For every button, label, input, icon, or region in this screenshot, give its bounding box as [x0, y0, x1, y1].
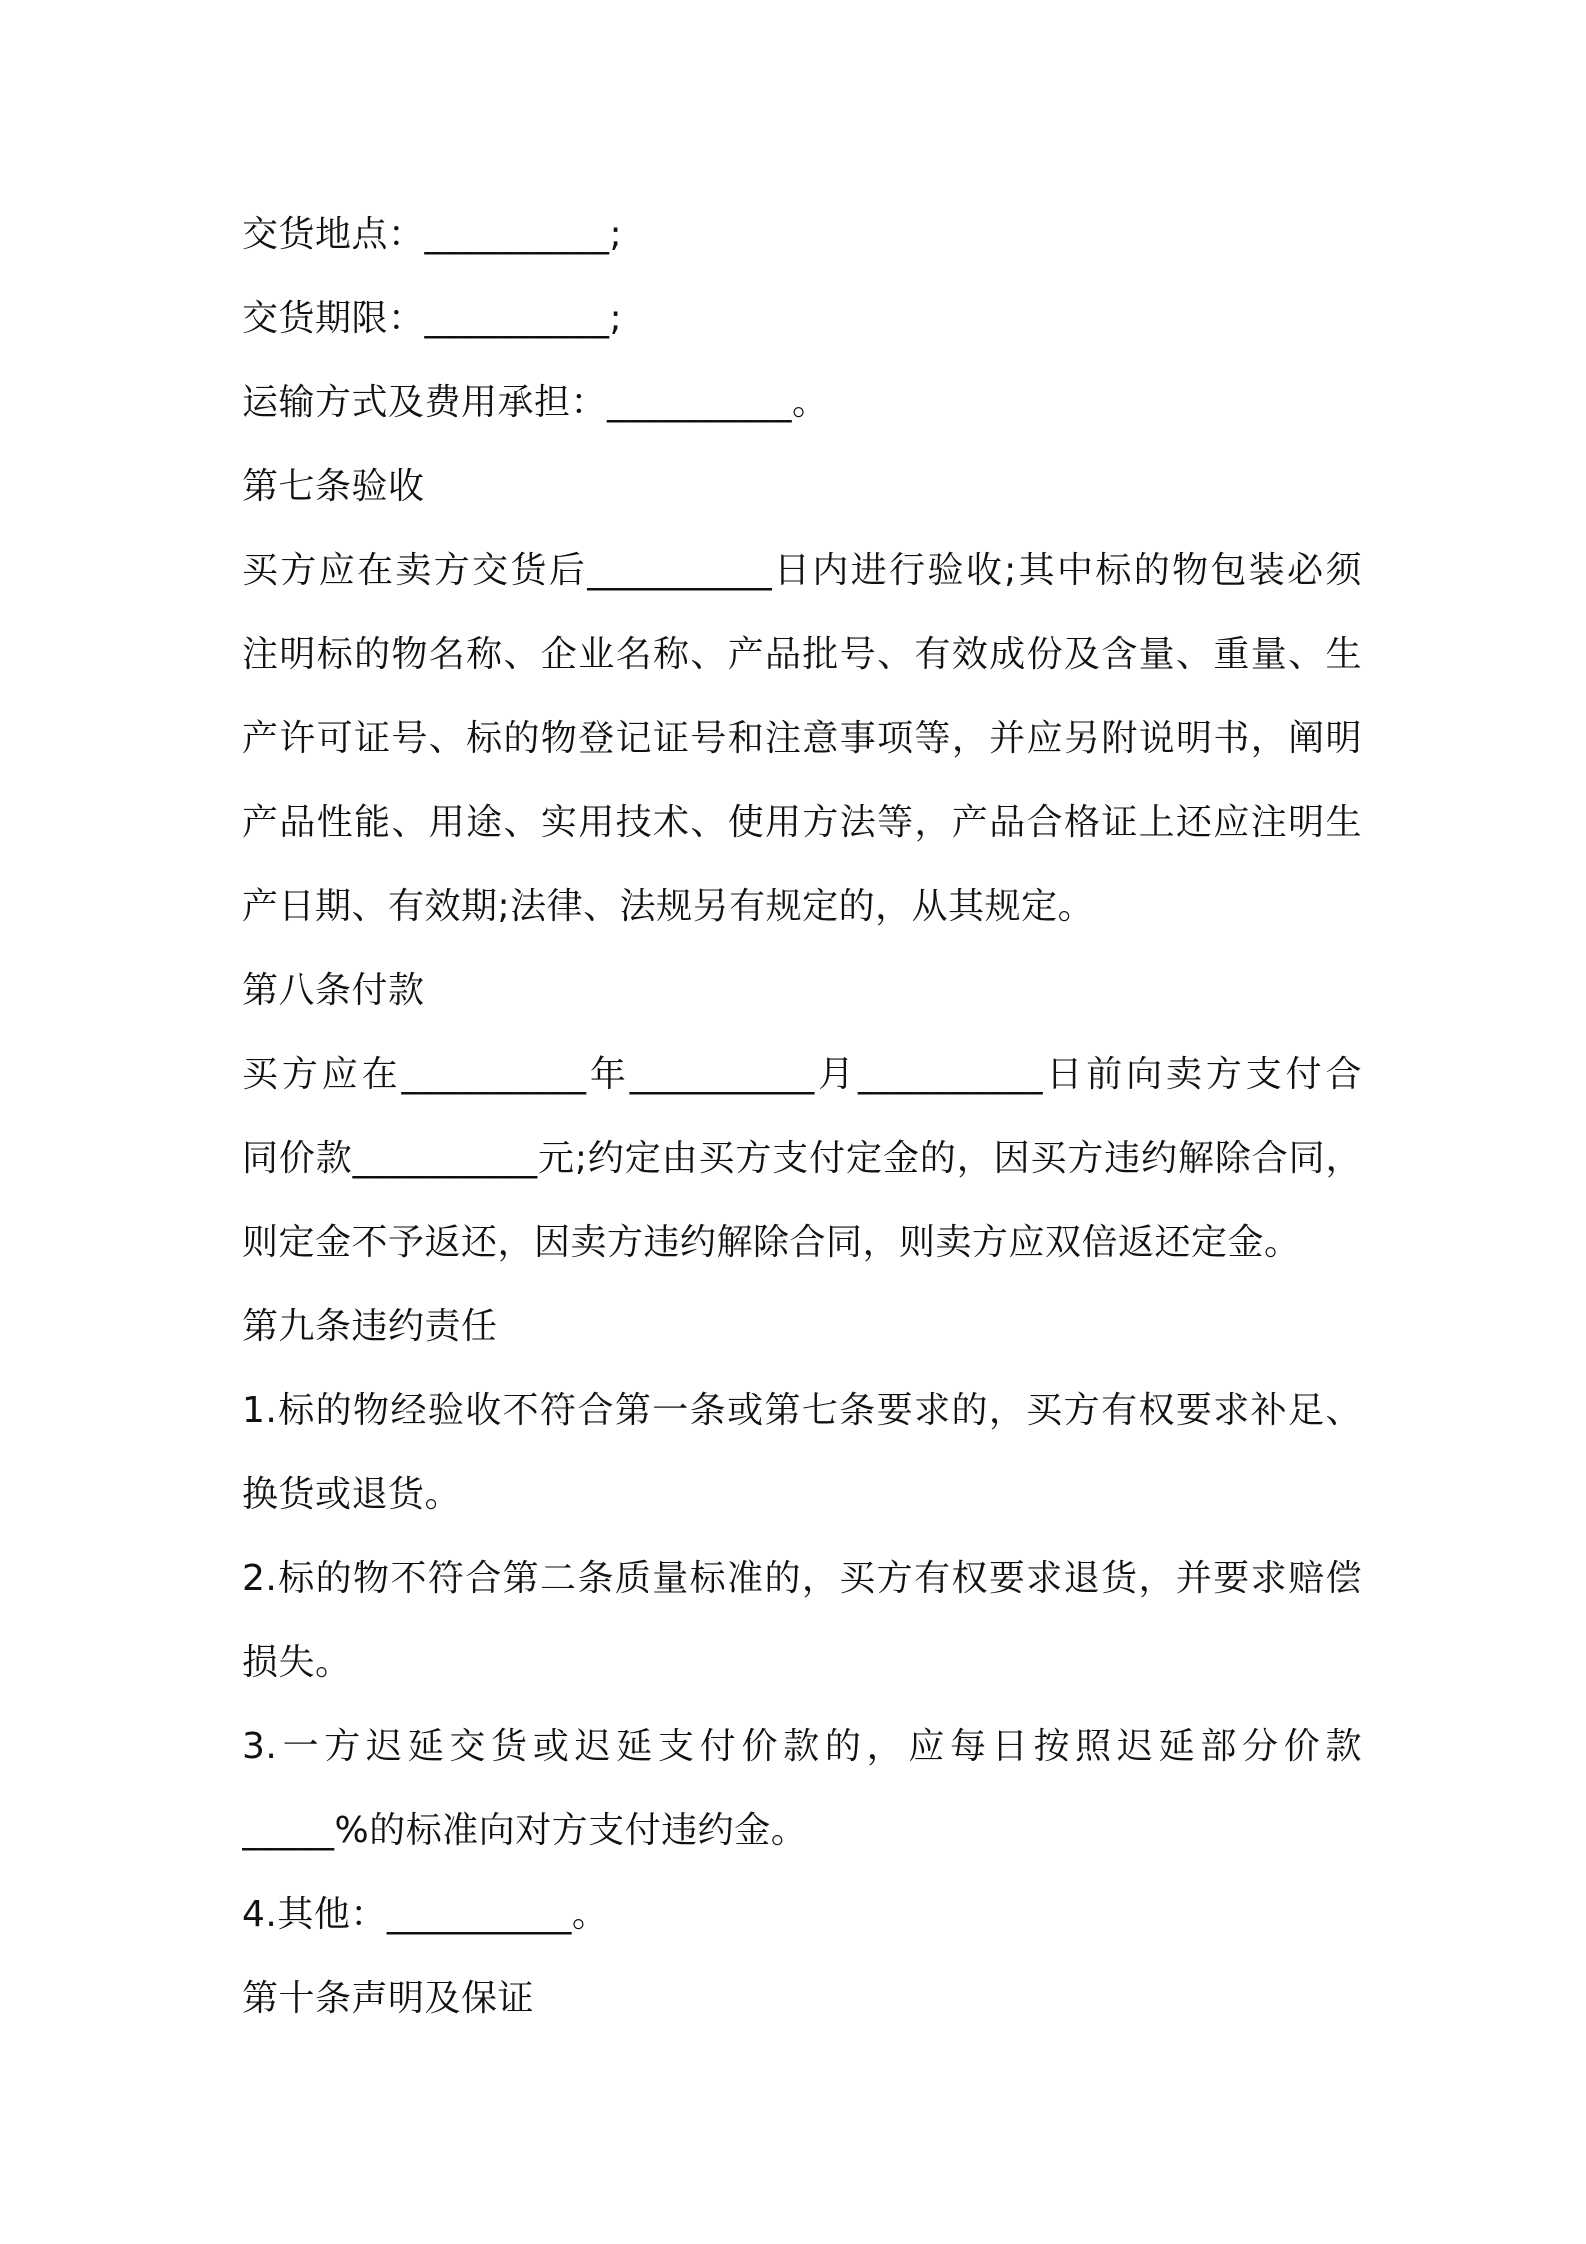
article-8-paragraph-line: 同价款__________元;约定由买方支付定金的，因买方违约解除合同，	[242, 1138, 1362, 1179]
article-7-paragraph-line: 产许可证号、标的物登记证号和注意事项等，并应另附说明书，阐明	[242, 718, 1362, 759]
article-9-item-1-line: 换货或退货。	[242, 1474, 462, 1515]
article-8-heading: 第八条付款	[242, 970, 425, 1011]
article-9-item-2-line: 损失。	[242, 1642, 352, 1683]
article-9-item-2-line: 2.标的物不符合第二条质量标准的，买方有权要求退货，并要求赔偿	[242, 1558, 1362, 1599]
article-9-item-3-line: _____%的标准向对方支付违约金。	[242, 1810, 808, 1851]
transport-cost-line: 运输方式及费用承担：__________。	[242, 382, 829, 423]
article-8-paragraph-line: 买方应在__________年__________月__________日前向卖方支付合	[242, 1054, 1362, 1095]
article-7-paragraph-line: 注明标的物名称、企业名称、产品批号、有效成份及含量、重量、生	[242, 634, 1362, 675]
document-body	[242, 193, 1362, 2041]
article-7-heading: 第七条验收	[242, 466, 425, 507]
article-9-item-3-line: 3.一方迟延交货或迟延支付价款的，应每日按照迟延部分价款	[242, 1726, 1362, 1767]
article-9-heading: 第九条违约责任	[242, 1306, 498, 1347]
article-9-item-4-line: 4.其他：__________。	[242, 1894, 609, 1935]
article-7-paragraph-line: 产品性能、用途、实用技术、使用方法等，产品合格证上还应注明生	[242, 802, 1362, 843]
article-8-paragraph-line: 则定金不予返还，因卖方违约解除合同，则卖方应双倍返还定金。	[242, 1222, 1301, 1263]
article-9-item-1-line: 1.标的物经验收不符合第一条或第七条要求的，买方有权要求补足、	[242, 1390, 1362, 1431]
delivery-deadline-line: 交货期限：__________;	[242, 298, 623, 339]
delivery-location-line: 交货地点：__________;	[242, 214, 623, 255]
article-7-paragraph-line: 产日期、有效期;法律、法规另有规定的，从其规定。	[242, 886, 1095, 927]
article-7-paragraph-line: 买方应在卖方交货后__________日内进行验收;其中标的物包装必须	[242, 550, 1362, 591]
article-10-heading: 第十条声明及保证	[242, 1978, 535, 2019]
